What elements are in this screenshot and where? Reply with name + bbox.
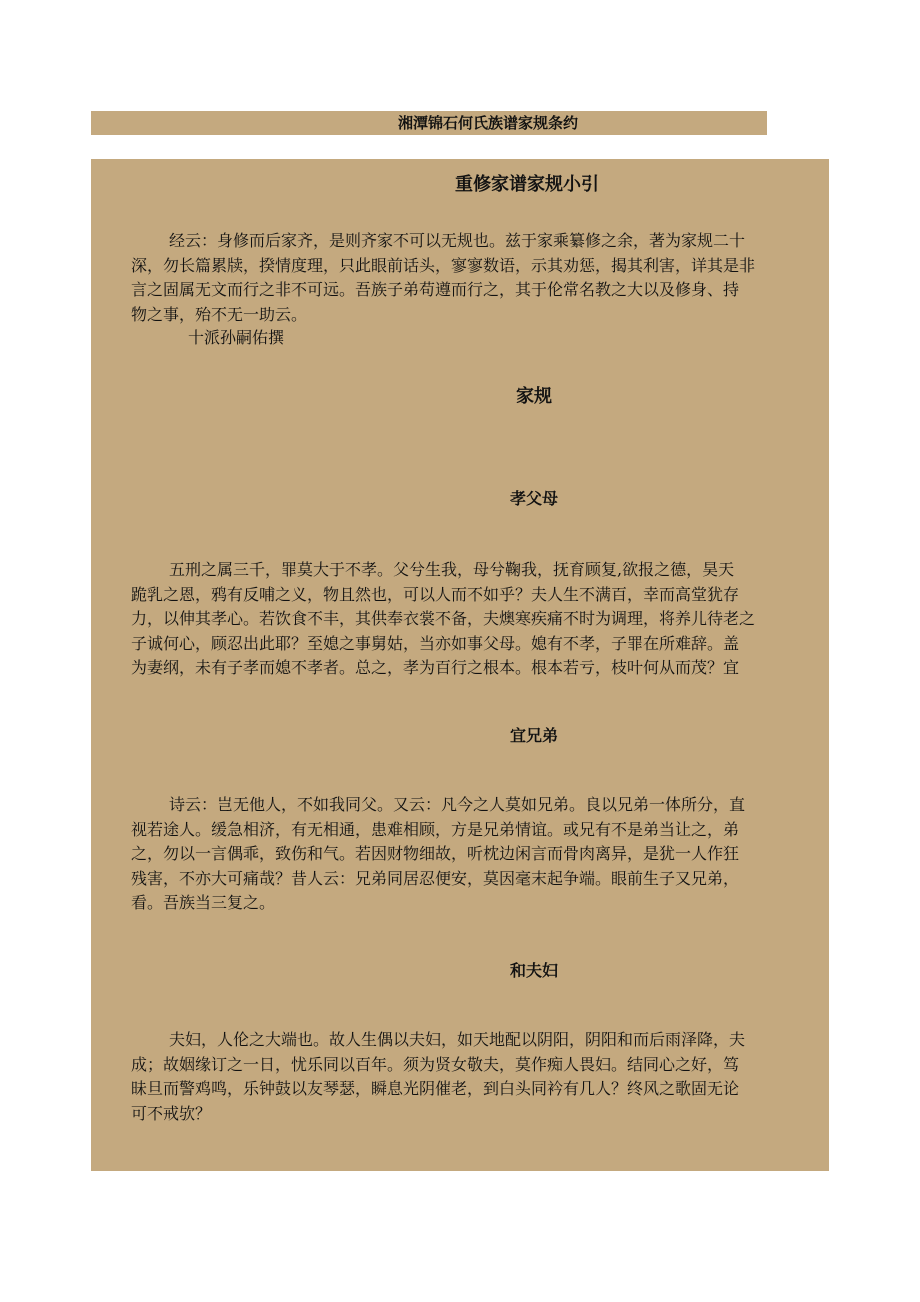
section-line: 子诚何心，顾忍出此耶？至媳之事舅姑，当亦如事父母。媳有不孝，子罪在所难辞。盖 — [131, 633, 740, 653]
document-title: 湘潭锦石何氏族谱家规条约 — [397, 114, 578, 132]
section-line: 跪乳之恩，鸦有反哺之义，物且然也，可以人而不如乎？夫人生不满百，幸而高堂犹存 — [131, 584, 740, 604]
preface-line: 言之固属无文而行之非不可远。吾族子弟苟遵而行之，其于伦常名教之大以及修身、持 — [131, 280, 740, 299]
section-line: 五刑之属三千，罪莫大于不孝。父兮生我，母兮鞠我，抚育顾复,欲报之德，昊天 — [169, 560, 735, 579]
preface-line: 经云：身修而后家齐，是则齐家不可以无规也。兹于家乘纂修之余，著为家规二十 — [169, 231, 746, 250]
preface-line: 深，勿长篇累牍，揆情度理，只此眼前话头，寥寥数语，示其劝惩，揭其利害，详其是非 — [131, 255, 756, 275]
preface-heading: 重修家谱家规小引 — [455, 174, 599, 195]
section-heading-spouses: 和夫妇 — [510, 961, 559, 980]
preface-signature: 十派孙嗣佑撰 — [188, 328, 285, 347]
section-line: 诗云：岂无他人，不如我同父。又云：凡今之人莫如兄弟。良以兄弟一体所分，直 — [169, 795, 746, 814]
section-heading-brothers: 宜兄弟 — [510, 726, 559, 745]
document-title-bar — [91, 111, 767, 135]
section-paragraph-brothers — [131, 793, 829, 916]
content-panel — [91, 159, 829, 1171]
rules-heading: 家规 — [516, 386, 552, 407]
section-line: 力，以伸其孝心。若饮食不丰，其供奉衣裳不备，夫燠寒疾痛不时为调理，将养儿待老之 — [131, 609, 756, 628]
preface-paragraph — [131, 229, 829, 327]
section-line: 为妻纲，未有子孝而媳不孝者。总之，孝为百行之根本。根本若亏，枝叶何从而茂？宜 — [131, 658, 740, 677]
section-paragraph-filial-piety — [131, 558, 829, 681]
section-line: 夫妇，人伦之大端也。故人生偶以夫妇，如天地配以阴阳，阴阳和而后雨泽降，夫 — [169, 1030, 746, 1049]
section-heading-filial-piety: 孝父母 — [510, 489, 559, 508]
section-line: 视若途人。缓急相济，有无相通，患难相顾，方是兄弟情谊。或兄有不是弟当让之，弟 — [131, 819, 740, 839]
section-line: 昧旦而警鸡鸣，乐钟鼓以友琴瑟，瞬息光阴催老，到白头同衿有几人？终风之歌固无论 — [131, 1079, 740, 1098]
section-line: 残害，不亦大可痛哉？昔人云：兄弟同居忍便安，莫因毫末起争端。眼前生子又兄弟， — [131, 868, 740, 888]
section-line: 可不戒欤？ — [131, 1103, 212, 1123]
section-line: 看。吾族当三复之。 — [131, 893, 276, 912]
section-paragraph-spouses — [131, 1028, 829, 1126]
section-line: 成；故姻缘订之一日，忧乐同以百年。须为贤女敬夫，莫作痴人畏妇。结同心之好，笃 — [131, 1054, 740, 1074]
preface-line: 物之事，殆不无一助云。 — [131, 304, 308, 324]
section-line: 之，勿以一言偶乖，致伤和气。若因财物细故，听枕边闲言而骨肉离异，是犹一人作狂 — [131, 844, 740, 863]
